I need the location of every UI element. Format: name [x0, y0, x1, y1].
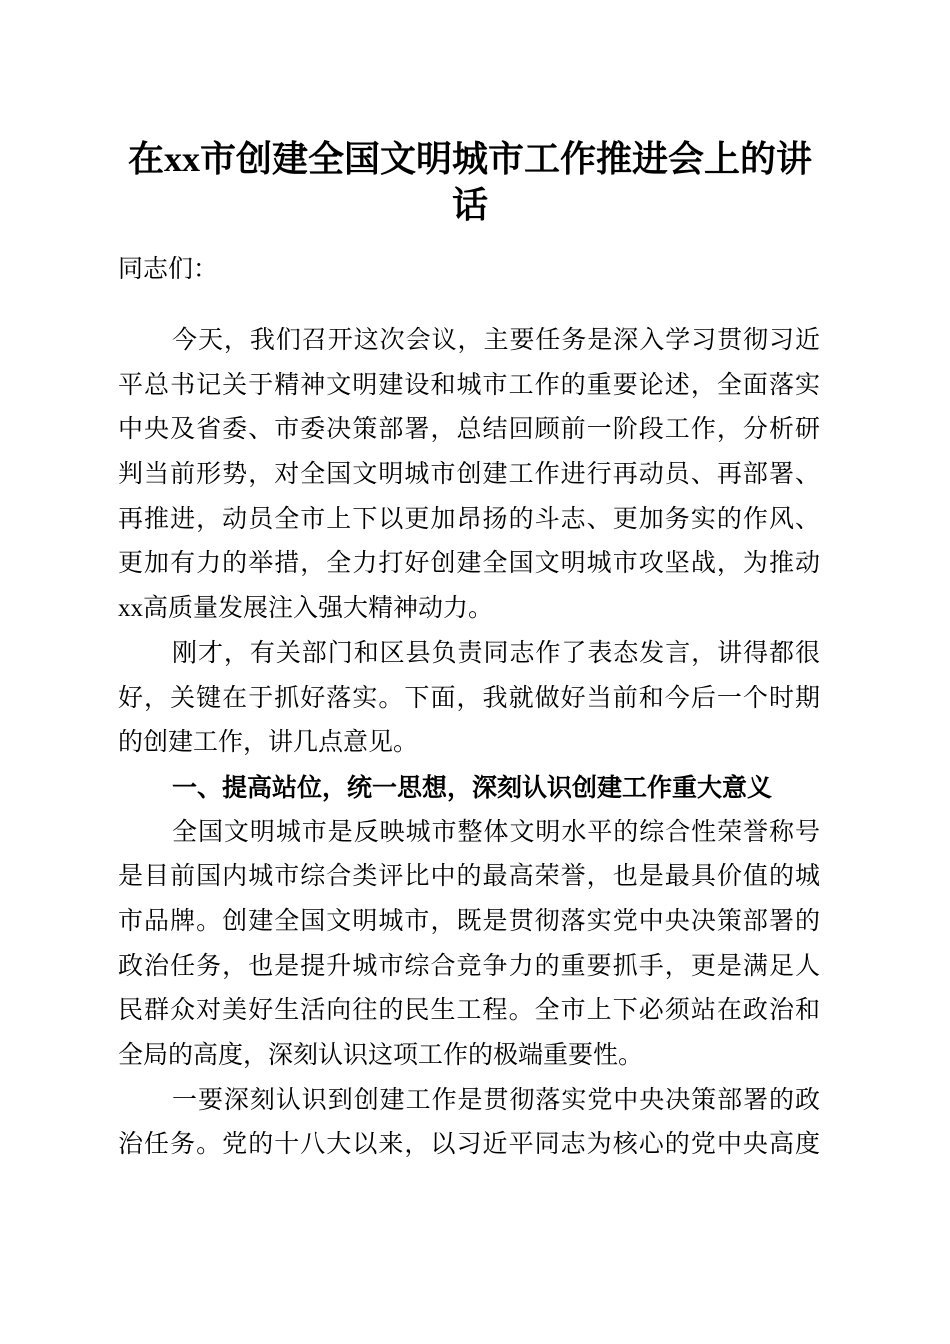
- paragraph-line: 今天，我们召开这次会议，主要任务是深入学习贯彻习近: [172, 327, 820, 354]
- paragraph-line: 刚才，有关部门和区县负责同志作了表态发言，讲得都很: [172, 639, 820, 667]
- paragraph-line: 一要深刻认识到创建工作是贯彻落实党中央决策部署的政: [172, 1086, 820, 1114]
- paragraph-line: 政治任务，也是提升城市综合竞争力的重要抓手，更是满足人: [118, 952, 820, 980]
- document-title: [110, 136, 830, 228]
- paragraph-line: 全局的高度，深刻认识这项工作的极端重要性。: [118, 1042, 644, 1069]
- paragraph-line: 治任务。党的十八大以来，以习近平同志为核心的党中央高度: [118, 1131, 820, 1159]
- paragraph-line: xx高质量发展注入强大精神动力。: [118, 595, 494, 623]
- paragraph-line: 再推进，动员全市上下以更加昂扬的斗志、更加务实的作风、: [118, 505, 820, 533]
- paragraph-line: 市品牌。创建全国文明城市，既是贯彻落实党中央决策部署的: [118, 907, 820, 935]
- paragraph-line: 全国文明城市是反映城市整体文明水平的综合性荣誉称号: [172, 818, 820, 846]
- paragraph-line: 平总书记关于精神文明建设和城市工作的重要论述，全面落实: [118, 371, 820, 399]
- paragraph-line: 中央及省委、市委决策部署，总结回顾前一阶段工作，分析研: [118, 416, 820, 444]
- paragraph-line: 判当前形势，对全国文明城市创建工作进行再动员、再部署、: [118, 461, 820, 489]
- section-heading: 一、提高站位，统一思想，深刻认识创建工作重大意义: [172, 773, 773, 802]
- title-line: 话: [451, 185, 488, 225]
- salutation: 同志们：: [118, 256, 219, 283]
- document-body: [118, 248, 820, 1168]
- paragraph-line: 民群众对美好生活向往的民生工程。全市上下必须站在政治和: [118, 997, 820, 1025]
- paragraph-line: 的创建工作，讲几点意见。: [118, 729, 419, 757]
- title-line: 在xx市创建全国文明城市工作推进会上的讲: [127, 139, 812, 179]
- paragraph-line: 好，关键在于抓好落实。下面，我就做好当前和今后一个时期: [118, 684, 820, 712]
- paragraph-line: 是目前国内城市综合类评比中的最高荣誉，也是最具价值的城: [118, 863, 820, 891]
- paragraph-line: 更加有力的举措，全力打好创建全国文明城市攻坚战，为推动: [118, 550, 820, 578]
